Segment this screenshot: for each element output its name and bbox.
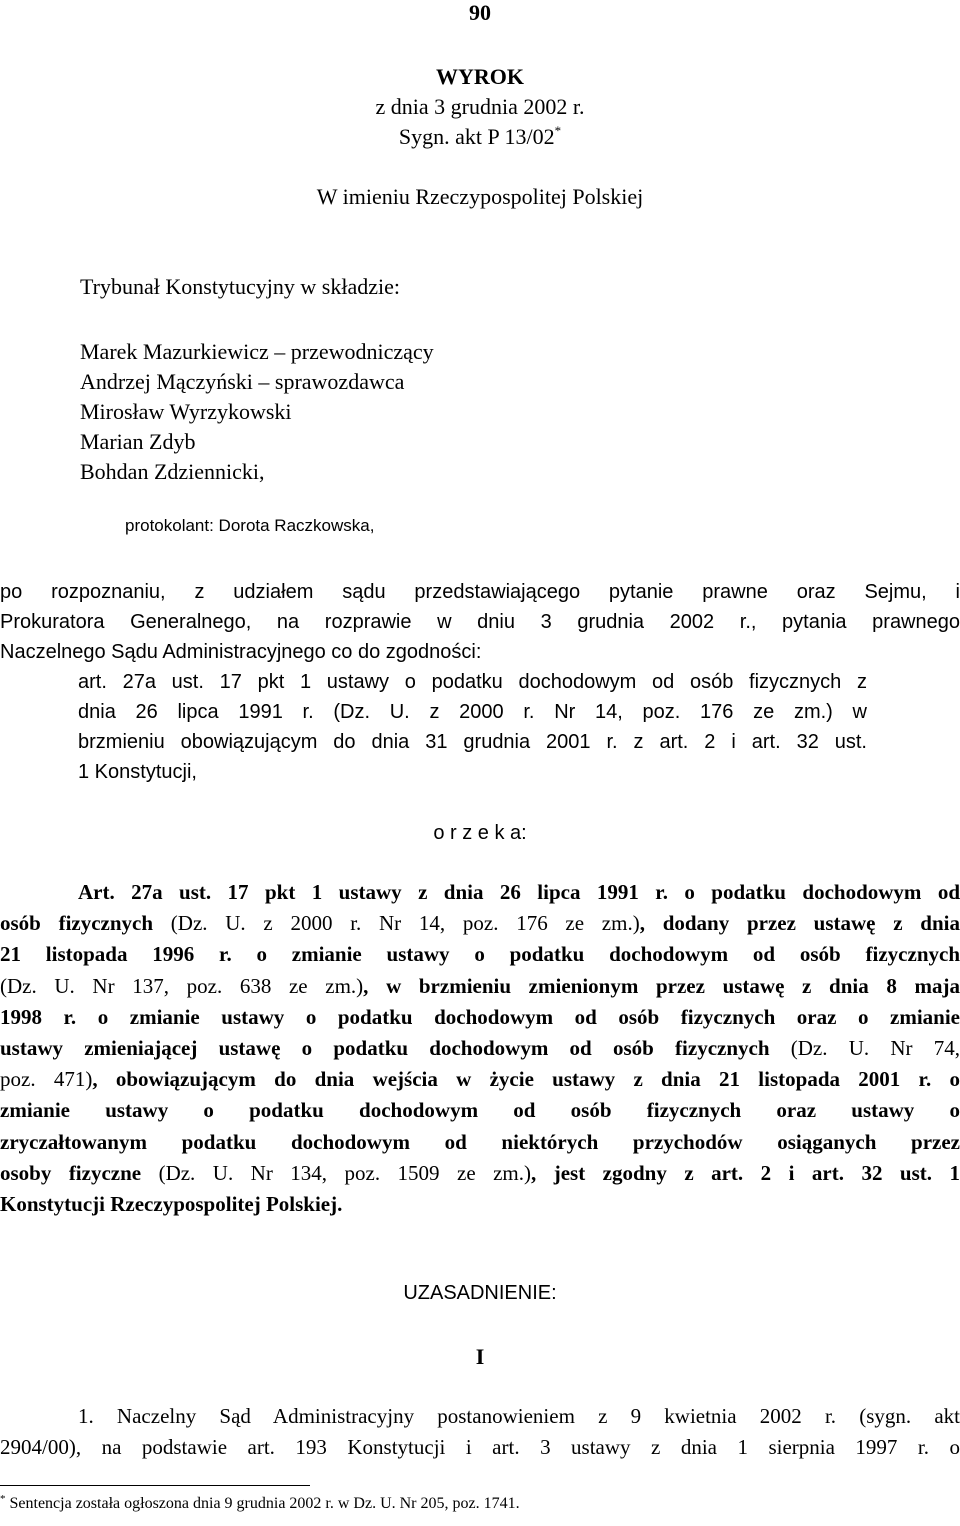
judge-name: Andrzej Mączyński – sprawozdawca [80,369,405,394]
ruling-text-run: Konstytucji Rzeczypospolitej Polskiej. [0,1192,343,1217]
ruling-text-run: zryczałtowanym podatku dochodowym od niektórych przychodów osiąganych przez [0,1129,960,1154]
ruling-text-run: zmianie ustawy o podatku dochodowym od osób fizycznych oraz ustawy o [0,1098,960,1123]
case-number-line [0,122,960,152]
subject-line: art. 27a ust. 17 pkt 1 ustawy o podatku dochodowym od osób fizycznych z [78,671,867,693]
ruling-heading: o r z e k a: [433,822,527,844]
ruling-line [0,1064,960,1095]
procedure-line: Naczelnego Sądu Administracyjnego co do zgodności: [0,641,482,663]
judges-list [80,337,434,487]
reasons-line: 2904/00), na podstawie art. 193 Konstytucji i art. 3 ustawy z dnia 1 sierpnia 1997 r. o [0,1435,960,1459]
procedure-line: Prokuratora Generalnego, na rozprawie w dniu 3 grudnia 2002 r., pytania prawnego [0,611,960,633]
judge-name: Marian Zdyb [80,429,196,454]
ruling-text-run: , jest zgodny z art. 2 i art. 32 ust. 1 [531,1160,960,1185]
page-number: 90 [469,0,491,25]
subject-line: 1 Konstytucji, [78,761,197,783]
ruling-text-run: (Dz. U. Nr 134, poz. 1509 ze zm.) [158,1160,532,1185]
composition-label: Trybunał Konstytucyjny w składzie: [80,274,400,299]
reasons-title: UZASADNIENIE: [403,1282,557,1304]
ruling-text-run: 1998 r. o zmianie ustawy o podatku dochodowym od osób fizycznych oraz o zmianie [0,1004,960,1029]
verdict-title: WYROK [436,64,524,89]
subject-line: dnia 26 lipca 1991 r. (Dz. U. z 2000 r. Nr 14, poz. 176 ze zm.) w [78,701,867,723]
ruling-text-run: 21 listopada 1996 r. o zmianie ustawy o podatku dochodowym od osób fizycznych [0,942,960,967]
ruling-text-run: , w brzmieniu zmienionym przez ustawę z dnia 8 maja [363,973,960,998]
ruling-paragraph [0,877,960,1220]
footnote-marker: * [554,123,562,138]
footnote-marker: * [0,1493,6,1505]
judge-name: Bohdan Zdziennicki, [80,459,265,484]
section-number: I [475,1344,485,1369]
footnote-text: Sentencja została ogłoszona dnia 9 grudnia 2002 r. w Dz. U. Nr 205, poz. 1741. [5,1495,520,1512]
ruling-line [0,1127,960,1158]
ruling-line [0,971,960,1002]
verdict-date: z dnia 3 grudnia 2002 r. [375,94,585,119]
footnote [0,1493,520,1515]
ruling-text-run: osoby fizyczne [0,1160,159,1185]
judge-name: Marek Mazurkiewicz – przewodniczący [80,339,434,364]
case-number: Sygn. akt P 13/02 [398,124,555,149]
ruling-text-run: poz. 471) [0,1067,93,1092]
ruling-text-run: (Dz. U. z 2000 r. Nr 14, poz. 176 ze zm.) [170,911,640,936]
ruling-line [0,1033,960,1064]
footnote-divider [0,1485,310,1486]
reasons-line: 1. Naczelny Sąd Administracyjny postanowieniem z 9 kwietnia 2002 r. (sygn. akt [78,1404,960,1428]
court-clerk: protokolant: Dorota Raczkowska, [125,516,375,535]
in-the-name-line: W imieniu Rzeczypospolitej Polskiej [316,184,644,209]
ruling-line [0,877,960,908]
procedure-paragraph [0,577,960,787]
ruling-line [0,1002,960,1033]
ruling-line [0,939,960,970]
verdict-header [0,62,960,152]
ruling-text-run: (Dz. U. Nr 137, poz. 638 ze zm.) [0,973,364,998]
ruling-text-run: (Dz. U. Nr 74, [790,1036,960,1061]
ruling-line [0,908,960,939]
judge-name: Mirosław Wyrzykowski [80,399,292,424]
ruling-text-run: ustawy zmieniającej ustawę o podatku dochodowym od osób fizycznych [0,1036,791,1061]
ruling-text-run: osób fizycznych [0,911,171,936]
reasons-paragraph [0,1401,960,1463]
ruling-text-run: , dodany przez ustawę z dnia [639,911,960,936]
ruling-text-run: , obowiązującym do dnia wejścia w życie ustawy z dnia 21 listopada 2001 r. o [92,1067,960,1092]
subject-line: brzmieniu obowiązującym do dnia 31 grudnia 2001 r. z art. 2 i art. 32 ust. [78,731,867,753]
ruling-line [0,1189,960,1220]
procedure-line: po rozpoznaniu, z udziałem sądu przedstawiającego pytanie prawne oraz Sejmu, i [0,581,960,603]
ruling-line [0,1158,960,1189]
subject-block [0,667,867,787]
ruling-text-run: Art. 27a ust. 17 pkt 1 ustawy z dnia 26 lipca 1991 r. o podatku dochodowym od [78,880,960,904]
ruling-line [0,1095,960,1126]
